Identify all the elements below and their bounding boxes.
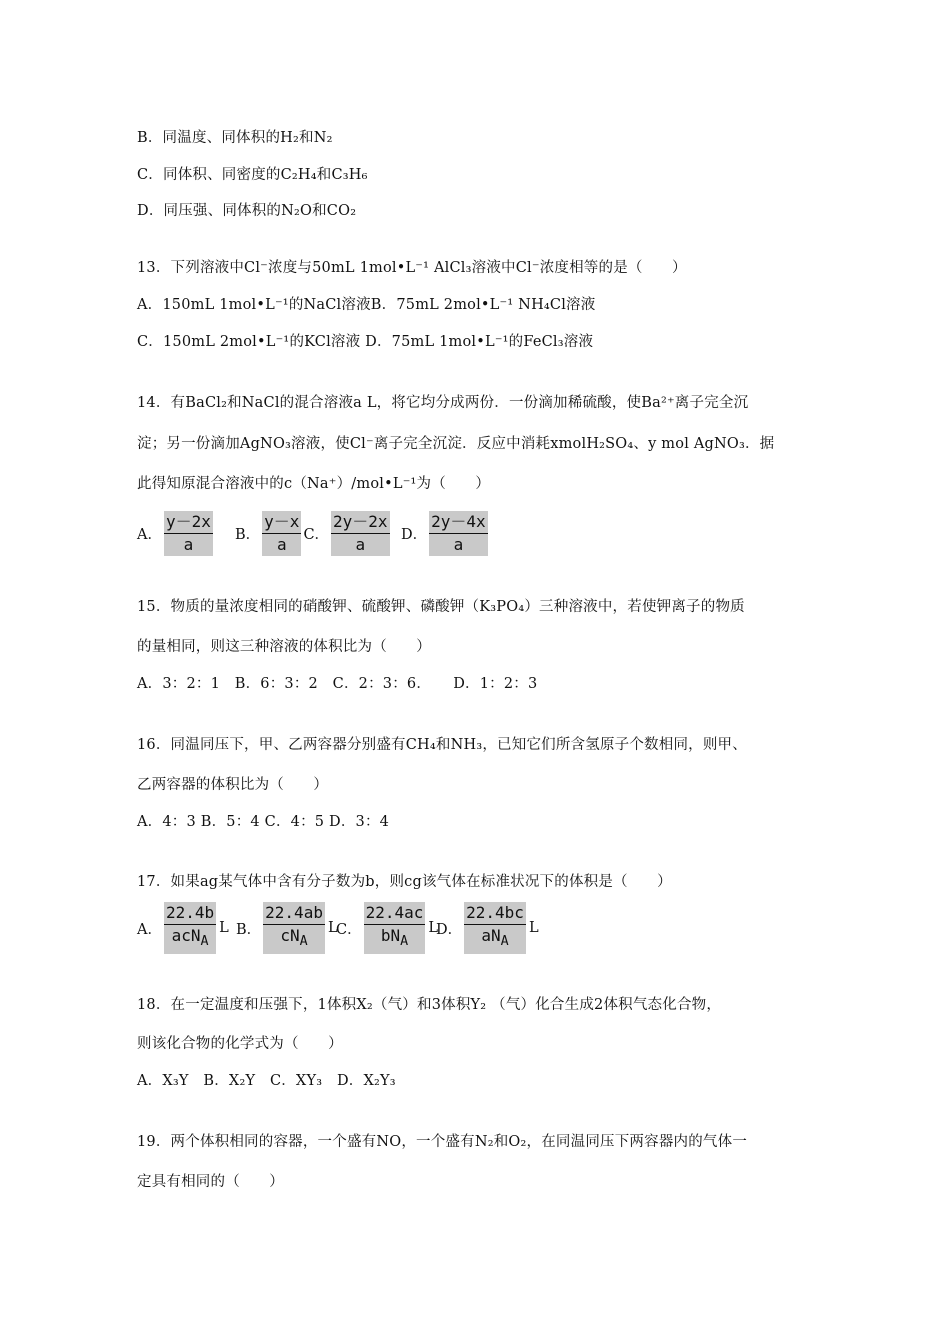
q13-options-cd: C．150mL 2mol•L⁻¹的KCl溶液 D．75mL 1mol•L⁻¹的FeCl₃溶液 — [137, 334, 594, 350]
subscript: A — [200, 934, 209, 950]
unit: L — [528, 920, 539, 936]
unit: L — [428, 920, 439, 936]
subscript: A — [299, 934, 308, 950]
fraction-denominator: a — [276, 534, 287, 554]
q17-stem: 17．如果ag某气体中含有分子数为b，则cg该气体在标准状况下的体积是（ ） — [137, 874, 672, 890]
q15-options: A．3：2：1 B．6：3：2 C．2：3：6． D．1：2：3 — [137, 676, 538, 692]
q17-option-c — [336, 905, 438, 951]
fraction-denominator: $aN_A$ — [481, 926, 509, 950]
fraction-numerator: y－x — [262, 511, 301, 534]
q16-stem-line2: 乙两容器的体积比为（ ） — [137, 777, 329, 793]
q14-option-b — [235, 510, 329, 556]
unit: L — [327, 920, 338, 936]
option-label: B． — [235, 526, 261, 543]
q14-option-a — [137, 510, 215, 556]
fraction-denominator: acN$_A$ — [171, 926, 209, 950]
q13-stem: 13．下列溶液中Cl⁻浓度与50mL 1mol•L⁻¹ AlCl₃溶液中Cl⁻浓度相等的是（ ） — [137, 260, 687, 276]
fraction-numerator: 22.4bc — [464, 902, 526, 925]
q14-option-d — [401, 510, 490, 556]
q17-option-d — [436, 905, 539, 951]
fraction-numerator: 22.4ac — [364, 902, 426, 925]
fraction-numerator: 2y－2x — [331, 511, 390, 534]
q14-option-c — [329, 510, 392, 556]
option-label-trailing: C． — [303, 526, 330, 543]
subscript: A — [400, 934, 409, 950]
q16-options: A．4：3 B．5：4 C．4：5 D．3：4 — [137, 814, 390, 830]
fraction-denominator: a — [453, 534, 464, 554]
q12-option-b: B．同温度、同体积的H₂和N₂ — [137, 130, 333, 146]
q18-stem-line2: 则该化合物的化学式为（ ） — [137, 1036, 343, 1052]
option-label: D． — [401, 526, 428, 543]
unit: L — [219, 920, 229, 936]
fraction — [364, 902, 426, 953]
q15-stem-line1: 15．物质的量浓度相同的硝酸钾、硫酸钾、磷酸钾（K₃PO₄）三种溶液中，若使钾离子的物质 — [137, 599, 745, 615]
fraction-numerator: 2y－4x — [429, 511, 488, 534]
option-label: A． — [137, 526, 162, 543]
q14-stem-line1: 14．有BaCl₂和NaCl的混合溶液a L，将它均分成两份．一份滴加稀硫酸，使Ba²⁺离子完全沉 — [137, 395, 749, 411]
fraction — [464, 902, 526, 953]
q18-options: A．X₃Y B．X₂Y C．XY₃ D．X₂Y₃ — [137, 1073, 396, 1089]
q17-option-a — [137, 905, 229, 951]
fraction — [262, 511, 301, 556]
q12-option-c: C．同体积、同密度的C₂H₄和C₃H₆ — [137, 167, 368, 183]
fraction-numerator: 22.4ab — [263, 902, 325, 925]
q12-option-d: D．同压强、同体积的N₂O和CO₂ — [137, 203, 357, 219]
q19-stem-line2: 定具有相同的（ ） — [137, 1174, 284, 1190]
fraction-denominator: $cN_A$ — [280, 926, 308, 950]
fraction — [164, 902, 216, 953]
fraction-numerator: y－2x — [164, 511, 213, 534]
q17-option-b — [236, 905, 338, 951]
subscript: A — [500, 934, 509, 950]
fraction — [263, 902, 325, 953]
q16-stem-line1: 16．同温同压下，甲、乙两容器分别盛有CH₄和NH₃，已知它们所含氢原子个数相同，则甲、 — [137, 737, 747, 753]
q15-stem-line2: 的量相同，则这三种溶液的体积比为（ ） — [137, 639, 431, 655]
fraction-numerator: 22.4b — [164, 902, 216, 925]
q14-stem-line3: 此得知原混合溶液中的c（Na⁺）/mol•L⁻¹为（ ） — [137, 476, 491, 492]
option-label: D． — [436, 921, 463, 938]
option-label: C． — [336, 921, 362, 938]
fraction-denominator: $bN_A$ — [380, 926, 409, 950]
fraction — [164, 511, 213, 556]
fraction — [331, 511, 390, 556]
q14-stem-line2: 淀；另一份滴加AgNO₃溶液，使Cl⁻离子完全沉淀．反应中消耗xmolH₂SO₄、y mol AgNO₃．据 — [137, 436, 775, 452]
q13-options-ab: A．150mL 1mol•L⁻¹的NaCl溶液B．75mL 2mol•L⁻¹ NH₄Cl溶液 — [137, 297, 596, 313]
q18-stem-line1: 18．在一定温度和压强下，1体积X₂（气）和3体积Y₂ （气）化合生成2体积气态化合物， — [137, 997, 722, 1013]
fraction-denominator: a — [355, 534, 366, 554]
fraction-denominator: a — [183, 534, 194, 554]
fraction — [429, 511, 488, 556]
option-label: B． — [236, 921, 262, 938]
q19-stem-line1: 19．两个体积相同的容器，一个盛有NO，一个盛有N₂和O₂，在同温同压下两容器内的气体一 — [137, 1134, 748, 1150]
option-label: A． — [137, 921, 162, 938]
